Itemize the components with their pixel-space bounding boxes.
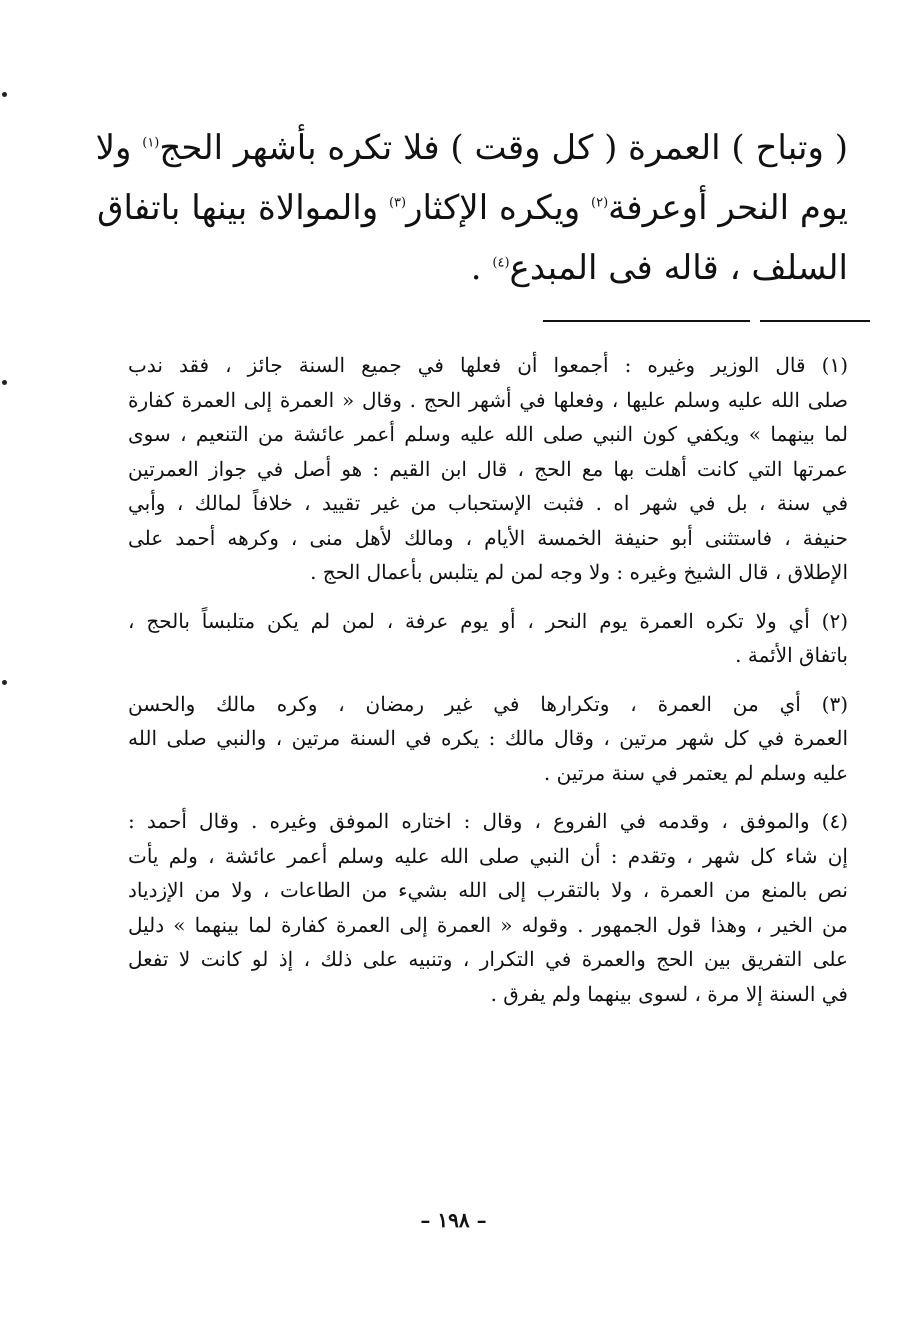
scan-mark (2, 380, 7, 385)
footnote-line: في سنة ، بل في شهر اه . فثبت الإستحباب من غير تقييد ، خلافاً لمالك ، وأبي (128, 491, 848, 515)
footnote-line: (٢) أي ولا تكره العمرة يوم النحر ، أو يوم عرفة ، لمن لم يكن متلبساً بالحج ، (128, 608, 848, 633)
footnote-mark-1: (١) (142, 135, 160, 151)
footnote-line: من الخير ، وهذا قول الجمهور . وقوله « العمرة إلى العمرة كفارة لما بينهما » دليل (128, 912, 848, 937)
main-line-2-mid: ويكره الإكثار (406, 188, 581, 228)
footnote-line: الإطلاق ، قال الشيخ وغيره : ولا وجه لمن لم يتلبس بأعمال الحج . (310, 560, 848, 584)
footnote-divider-left (543, 320, 750, 322)
main-line-1-end: ولا (95, 128, 132, 168)
main-line-3 (128, 238, 848, 298)
main-line-1 (95, 118, 848, 178)
footnote-line: على التفريق بين الحج والعمرة في التكرار ، وتنبيه على ذلك ، إذ لو كانت لا تفعل (128, 947, 848, 971)
footnote-3 (128, 687, 848, 791)
main-line-1-text: ( وتباح ) العمرة ( كل وقت ) فلا تكره بأشهر الحج (159, 128, 848, 168)
page-number: – ١٩٨ – (420, 1208, 487, 1232)
footnote-line: في السنة إلا مرة ، لسوى بينهما ولم يفرق . (490, 981, 848, 1006)
footnote-mark-4: (٤) (492, 255, 510, 271)
footnote-line: عمرتها التي كانت أهلت بها مع الحج ، قال ابن القيم : هو أصل في جواز العمرتين (128, 456, 848, 481)
main-line-3-text: السلف ، قاله فى المبدع (509, 248, 848, 288)
main-line-2-end: والموالاة بينها باتفاق (97, 188, 379, 228)
main-line-2-text: يوم النحر أوعرفة (608, 188, 848, 228)
footnote-line: صلى الله عليه وسلم عليها ، وفعلها في أشهر الحج . وقال « العمرة إلى العمرة كفارة (128, 387, 848, 412)
main-line-3-end: . (470, 248, 482, 288)
footnote-line: حنيفة ، فاستثنى أبو حنيفة الخمسة الأيام ، ومالك لأهل منى ، وكرهه أحمد على (128, 525, 848, 550)
footnote-line: (٣) أي من العمرة ، وتكرارها في غير رمضان ، وكره مالك والحسن (128, 691, 848, 716)
footnote-line: لما بينهما » ويكفي كون النبي صلى الله عليه وسلم أعمر عائشة من التنعيم ، سوى (128, 422, 848, 446)
main-text (95, 118, 848, 298)
footnote-divider-right (760, 320, 870, 322)
footnote-2 (128, 604, 848, 673)
footnote-line: (١) قال الوزير وغيره : أجمعوا أن فعلها في جميع السنة جائز ، فقد ندب (128, 353, 848, 377)
footnote-mark-2: (٢) (591, 195, 609, 211)
footnote-mark-3: (٣) (388, 195, 407, 211)
footnote-line: نص بالمنع من العمرة ، ولا بالتقرب إلى الله بشيء من الطاعات ، ولا من الإزدياد (128, 878, 848, 902)
footnote-line: العمرة في كل شهر مرتين ، وقال مالك : يكره في السنة مرتين ، والنبي صلى الله (128, 726, 848, 750)
footnotes (128, 348, 848, 1011)
footnote-line: باتفاق الأئمة . (735, 643, 848, 667)
main-line-2 (97, 178, 848, 238)
scan-mark (2, 92, 7, 97)
footnote-line: إن شاء كل شهر ، وتقدم : أن النبي صلى الله عليه وسلم أعمر عائشة ، ولم يأت (128, 843, 848, 868)
footnote-line: عليه وسلم لم يعتمر في سنة مرتين . (543, 760, 848, 785)
footnote-1 (128, 348, 848, 590)
scan-mark (2, 680, 7, 685)
footnote-line: (٤) والموفق ، وقدمه في الفروع ، وقال : اختاره الموفق وغيره . وقال أحمد : (128, 809, 848, 833)
footnote-4 (128, 804, 848, 1011)
